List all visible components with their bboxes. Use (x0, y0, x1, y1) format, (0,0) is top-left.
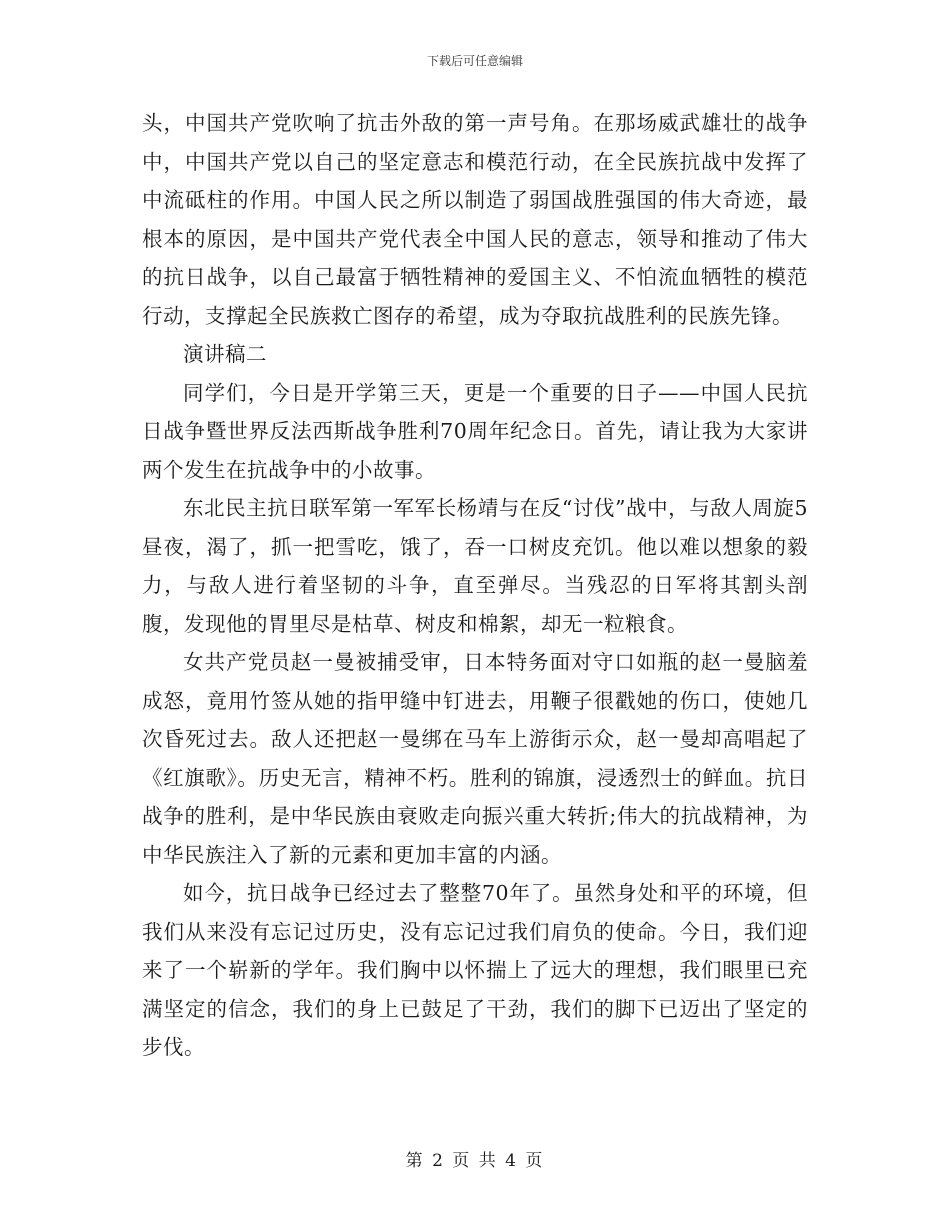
document-body (142, 104, 808, 1067)
paragraph-continued: 头，中国共产党吹响了抗击外敌的第一声号角。在那场威武雄壮的战争中，中国共产党以自己的坚定意志和模范行动，在全民族抗战中发挥了中流砥柱的作用。中国人民之所以制造了弱国战胜强国的伟大奇迹，最根本的原因，是中国共产党代表全中国人民的意志，领导和推动了伟大的抗日战争，以自己最富于牺牲精神的爱国主义、不怕流血牺牲的模范行动，支撑起全民族救亡图存的希望，成为夺取抗战胜利的民族先锋。 (142, 111, 808, 328)
paragraph: 如今，抗日战争已经过去了整整70年了。虽然身处和平的环境，但我们从来没有忘记过历史，没有忘记过我们肩负的使命。今日，我们迎来了一个崭新的学年。我们胸中以怀揣上了远大的理想，我们眼里已充满坚定的信念，我们的身上已鼓足了干劲，我们的脚下已迈出了坚定的步伐。 (142, 881, 808, 1059)
paragraph: 同学们，今日是开学第三天，更是一个重要的日子——中国人民抗日战争暨世界反法西斯战争胜利70周年纪念日。首先，请让我为大家讲两个发生在抗战争中的小故事。 (142, 380, 808, 482)
page-number: 第 2 页 共 4 页 (405, 1151, 545, 1171)
paragraph: 女共产党员赵一曼被捕受审，日本特务面对守口如瓶的赵一曼脑羞成怒，竟用竹签从她的指甲缝中钉进去，用鞭子很戳她的伤口，使她几次昏死过去。敌人还把赵一曼绑在马车上游街示众，赵一曼却高唱起了《红旗歌》。历史无言，精神不朽。胜利的锦旗，浸透烈士的鲜血。抗日战争的胜利，是中华民族由衰败走向振兴重大转折;伟大的抗战精神，为中华民族注入了新的元素和更加丰富的内涵。 (142, 650, 808, 867)
page-header: 下载后可任意编辑 (426, 54, 523, 68)
section-heading: 演讲稿二 (183, 342, 267, 366)
paragraph: 东北民主抗日联军第一军军长杨靖与在反“讨伐”战中，与敌人周旋5昼夜，渴了，抓一把雪吃，饿了，吞一口树皮充饥。他以难以想象的毅力，与敌人进行着坚韧的斗争，直至弹尽。当残忍的日军将其割头剖腹，发现他的胃里尽是枯草、树皮和棉絮，却无一粒粮食。 (142, 496, 808, 636)
